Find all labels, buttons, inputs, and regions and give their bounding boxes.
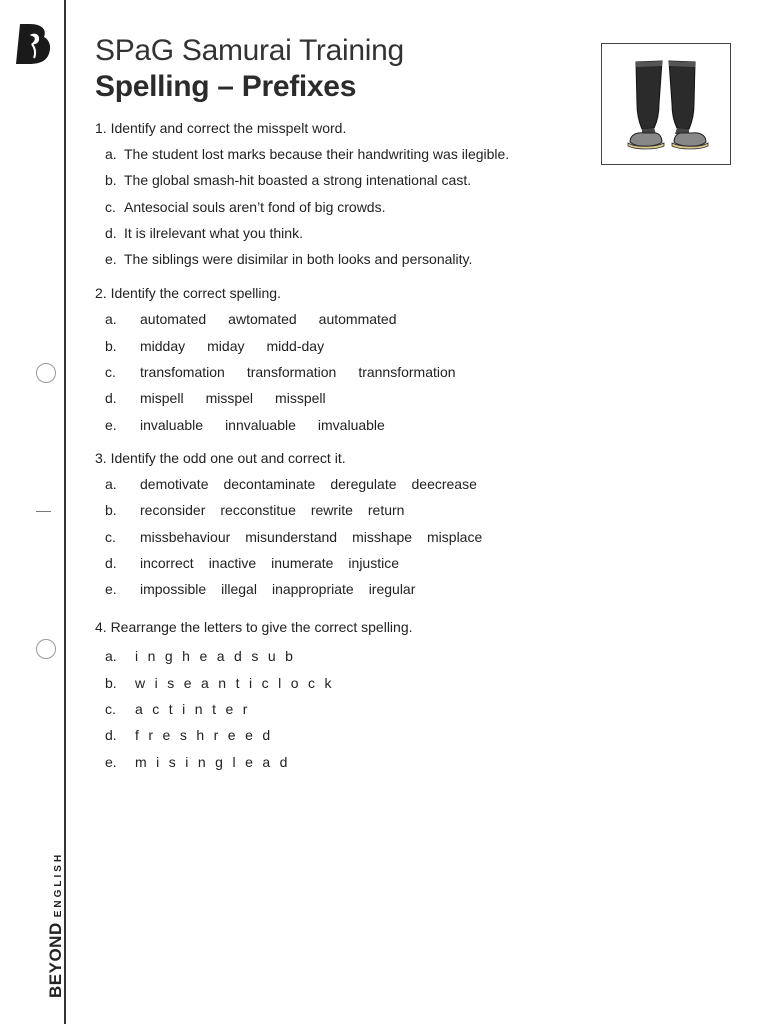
option: midd-day xyxy=(266,338,325,354)
item-label: c. xyxy=(105,199,116,215)
item-text: The student lost marks because their handwriting was ilegible. xyxy=(124,146,510,162)
item-label: d. xyxy=(105,727,117,743)
brand-main: BEYOND xyxy=(46,922,65,998)
scrambled-letters: wiseanticlock xyxy=(135,675,341,691)
question-2-item-c xyxy=(105,364,472,380)
item-label: e. xyxy=(105,581,117,597)
option: imvaluable xyxy=(317,417,385,433)
option: iregular xyxy=(368,581,416,597)
option: inumerate xyxy=(271,555,334,571)
question-4-item-e xyxy=(105,754,297,770)
item-label: b. xyxy=(105,338,117,354)
question-2-item-a xyxy=(105,311,412,327)
item-label: e. xyxy=(105,754,117,770)
option: recconstitue xyxy=(220,502,296,518)
option: inappropriate xyxy=(271,581,354,597)
scrambled-letters: misinglead xyxy=(135,754,297,770)
question-3-item-e xyxy=(105,581,431,597)
question-4-item-d xyxy=(105,727,280,743)
option: autommated xyxy=(318,311,397,327)
item-label: e. xyxy=(105,417,117,433)
question-2-item-d xyxy=(105,390,342,406)
punch-hole-bottom xyxy=(36,639,56,659)
scrambled-letters: actinter xyxy=(135,701,257,717)
item-label: b. xyxy=(105,172,117,188)
option: automated xyxy=(140,311,207,327)
item-label: a. xyxy=(105,648,117,664)
item-label: e. xyxy=(105,251,117,267)
item-label: c. xyxy=(105,529,116,545)
question-2-prompt: 2. Identify the correct spelling. xyxy=(95,285,281,301)
page-title: SPaG Samurai Training xyxy=(95,34,404,67)
item-label: a. xyxy=(105,311,117,327)
option: deregulate xyxy=(330,476,397,492)
option: inactive xyxy=(208,555,257,571)
question-4-prompt: 4. Rearrange the letters to give the correct spelling. xyxy=(95,619,413,635)
item-text: Antesocial souls aren’t fond of big crowds. xyxy=(124,199,386,215)
option: awtomated xyxy=(228,311,297,327)
item-label: d. xyxy=(105,390,117,406)
question-1-item-d xyxy=(105,225,303,241)
option: mispell xyxy=(140,390,184,406)
question-1-item-b xyxy=(105,172,471,188)
option: deecrease xyxy=(411,476,477,492)
item-text: The siblings were disimilar in both looks and personality. xyxy=(124,251,473,267)
question-3-item-d xyxy=(105,555,415,571)
option: illegal xyxy=(221,581,257,597)
option: transformation xyxy=(246,364,337,380)
item-label: a. xyxy=(105,146,117,162)
option: innvaluable xyxy=(225,417,296,433)
question-1-item-e xyxy=(105,251,472,267)
scrambled-letters: ingheadsub xyxy=(135,648,303,664)
option: impossible xyxy=(140,581,207,597)
item-label: d. xyxy=(105,225,117,241)
option: decontaminate xyxy=(223,476,316,492)
option: reconsider xyxy=(140,502,206,518)
option: incorrect xyxy=(140,555,194,571)
punch-hole-top xyxy=(36,363,56,383)
option: misunderstand xyxy=(245,529,338,545)
option: rewrite xyxy=(310,502,353,518)
page-subtitle: Spelling – Prefixes xyxy=(95,70,357,103)
brand-secondary: ENGLISH xyxy=(53,851,64,918)
question-3-item-b xyxy=(105,502,420,518)
question-1-item-a xyxy=(105,146,509,162)
item-text: It is ilrelevant what you think. xyxy=(124,225,303,241)
item-label: b. xyxy=(105,502,117,518)
center-mark xyxy=(36,511,51,512)
option: midday xyxy=(140,338,186,354)
brand-wordmark xyxy=(46,852,66,998)
question-2-item-b xyxy=(105,338,340,354)
option: transfomation xyxy=(140,364,225,380)
item-label: c. xyxy=(105,701,116,717)
samurai-leggings-illustration xyxy=(601,43,731,165)
item-text: The global smash-hit boasted a strong intenational cast. xyxy=(124,172,472,188)
option: demotivate xyxy=(140,476,209,492)
option: misshape xyxy=(352,529,413,545)
question-3-item-c xyxy=(105,529,498,545)
leggings-icon xyxy=(602,44,730,164)
question-4-item-a xyxy=(105,648,302,664)
question-4-item-c xyxy=(105,701,257,717)
item-label: b. xyxy=(105,675,117,691)
option: return xyxy=(367,502,405,518)
scrambled-letters: freshreed xyxy=(135,727,280,743)
option: misspell xyxy=(275,390,326,406)
item-label: c. xyxy=(105,364,116,380)
question-4-item-b xyxy=(105,675,341,691)
option: misplace xyxy=(427,529,483,545)
option: miday xyxy=(207,338,245,354)
question-1-item-c xyxy=(105,199,385,215)
option: misspel xyxy=(205,390,254,406)
question-3-prompt: 3. Identify the odd one out and correct it. xyxy=(95,450,346,466)
item-label: d. xyxy=(105,555,117,571)
option: trannsformation xyxy=(358,364,456,380)
option: missbehaviour xyxy=(140,529,231,545)
item-label: a. xyxy=(105,476,117,492)
option: invaluable xyxy=(140,417,204,433)
question-1-prompt: 1. Identify and correct the misspelt word. xyxy=(95,120,347,136)
question-3-item-a xyxy=(105,476,493,492)
beyond-b-logo-icon xyxy=(14,22,52,66)
option: injustice xyxy=(348,555,400,571)
question-2-item-e xyxy=(105,417,401,433)
